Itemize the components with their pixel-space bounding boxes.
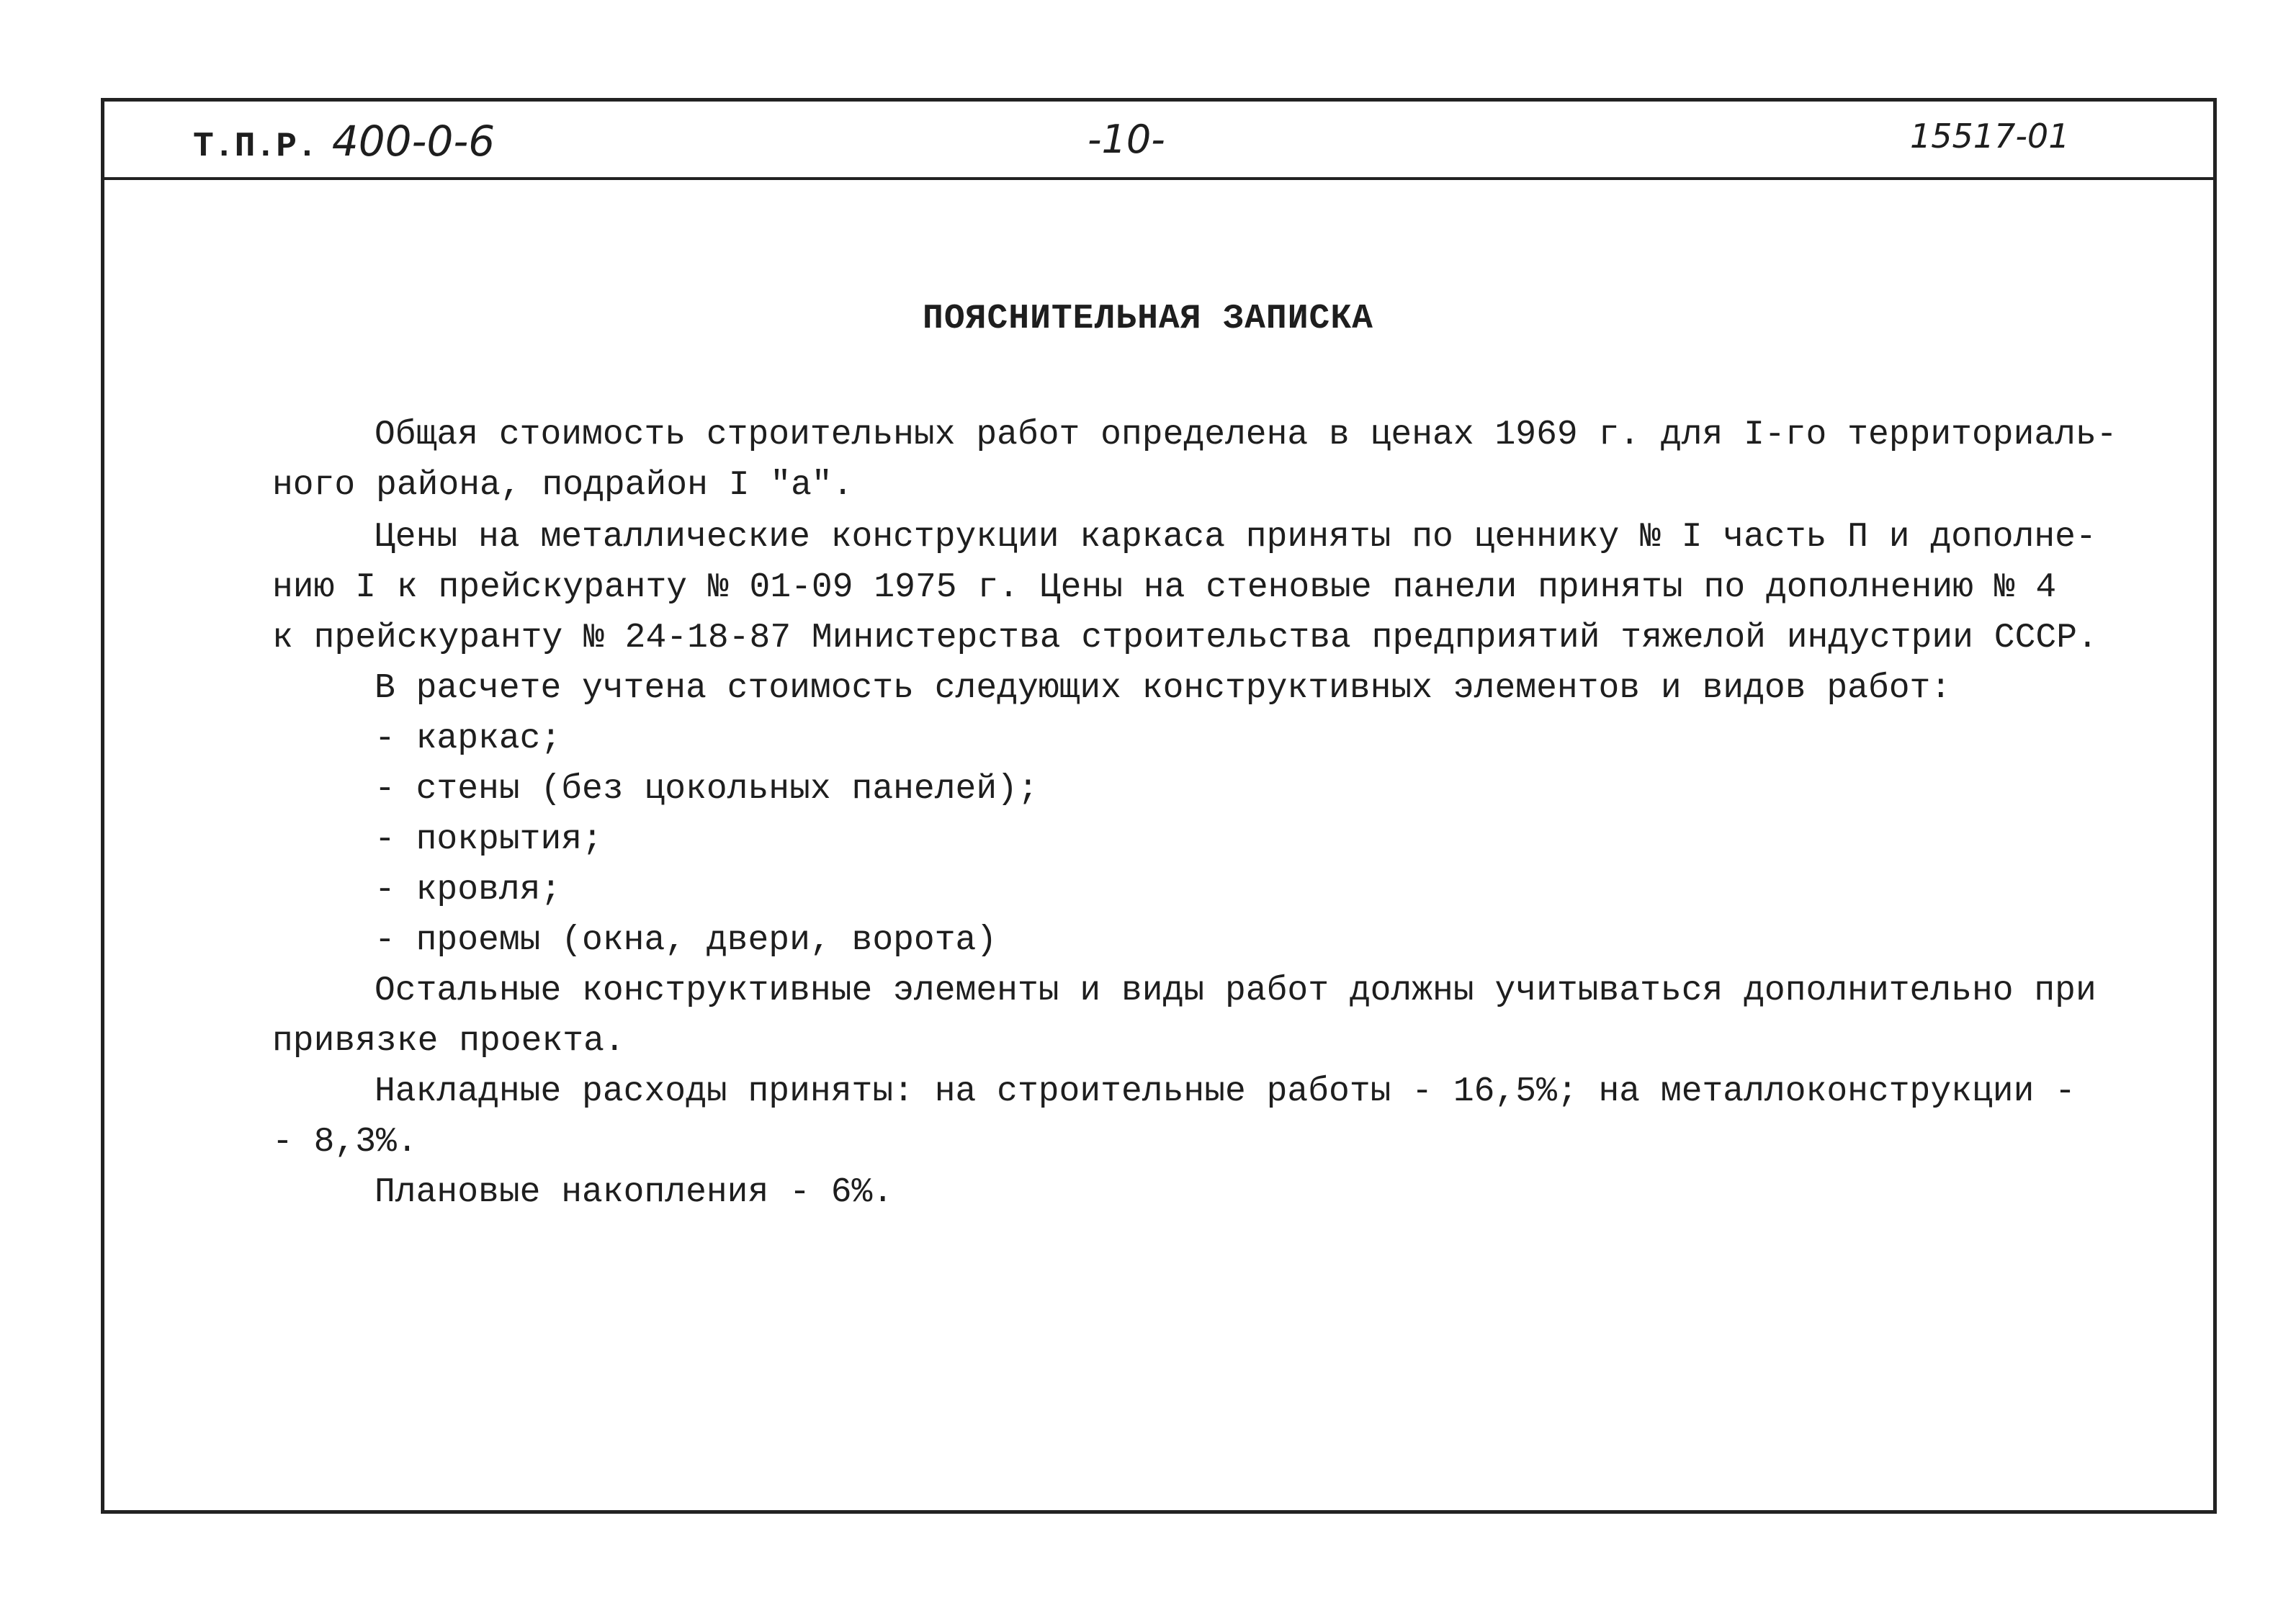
paragraph-line: - 8,3%.	[272, 1123, 418, 1162]
series-number: 400-0-6	[331, 117, 495, 166]
paragraph-line: Плановые накопления - 6%.	[375, 1173, 894, 1212]
list-item: - покрытия;	[375, 820, 603, 859]
doc-prefix: Т.П.Р.	[193, 127, 318, 166]
paragraph-line: к прейскуранту № 24-18-87 Министерства строительства предприятий тяжелой индустрии СССР.	[272, 619, 2098, 657]
paragraph-line: В расчете учтена стоимость следующих конструктивных элементов и видов работ:	[375, 669, 1952, 708]
paragraph-line: нию I к прейскуранту № 01-09 1975 г. Цены на стеновые панели приняты по дополнению № 4	[272, 568, 2057, 607]
paragraph-line: Остальные конструктивные элементы и виды работ должны учитываться дополнительно при	[375, 971, 2097, 1010]
list-item: - стены (без цокольных панелей);	[375, 770, 1039, 809]
paragraph-line: Цены на металлические конструкции каркаса приняты по ценнику № I часть П и дополне-	[375, 518, 2097, 557]
paragraph-line: ного района, подрайон I "а".	[272, 466, 853, 505]
paragraph-line: Накладные расходы приняты: на строительные работы - 16,5%; на металлоконструкции -	[375, 1072, 2076, 1111]
list-item: - кровля;	[375, 871, 562, 910]
paragraph-line: привязке проекта.	[272, 1022, 625, 1061]
paragraph-line: Общая стоимость строительных работ определена в ценах 1969 г. для I-го территориаль-	[375, 416, 2117, 454]
list-item: - проемы (окна, двери, ворота)	[375, 921, 997, 960]
list-item: - каркас;	[375, 719, 562, 758]
page-number: -10-	[1088, 117, 1165, 162]
page-title: ПОЯСНИТЕЛЬНАЯ ЗАПИСКА	[923, 300, 1373, 338]
header-doc-code	[193, 117, 495, 166]
inventory-number: 15517-01	[1910, 117, 2070, 156]
header-divider	[101, 177, 2217, 180]
